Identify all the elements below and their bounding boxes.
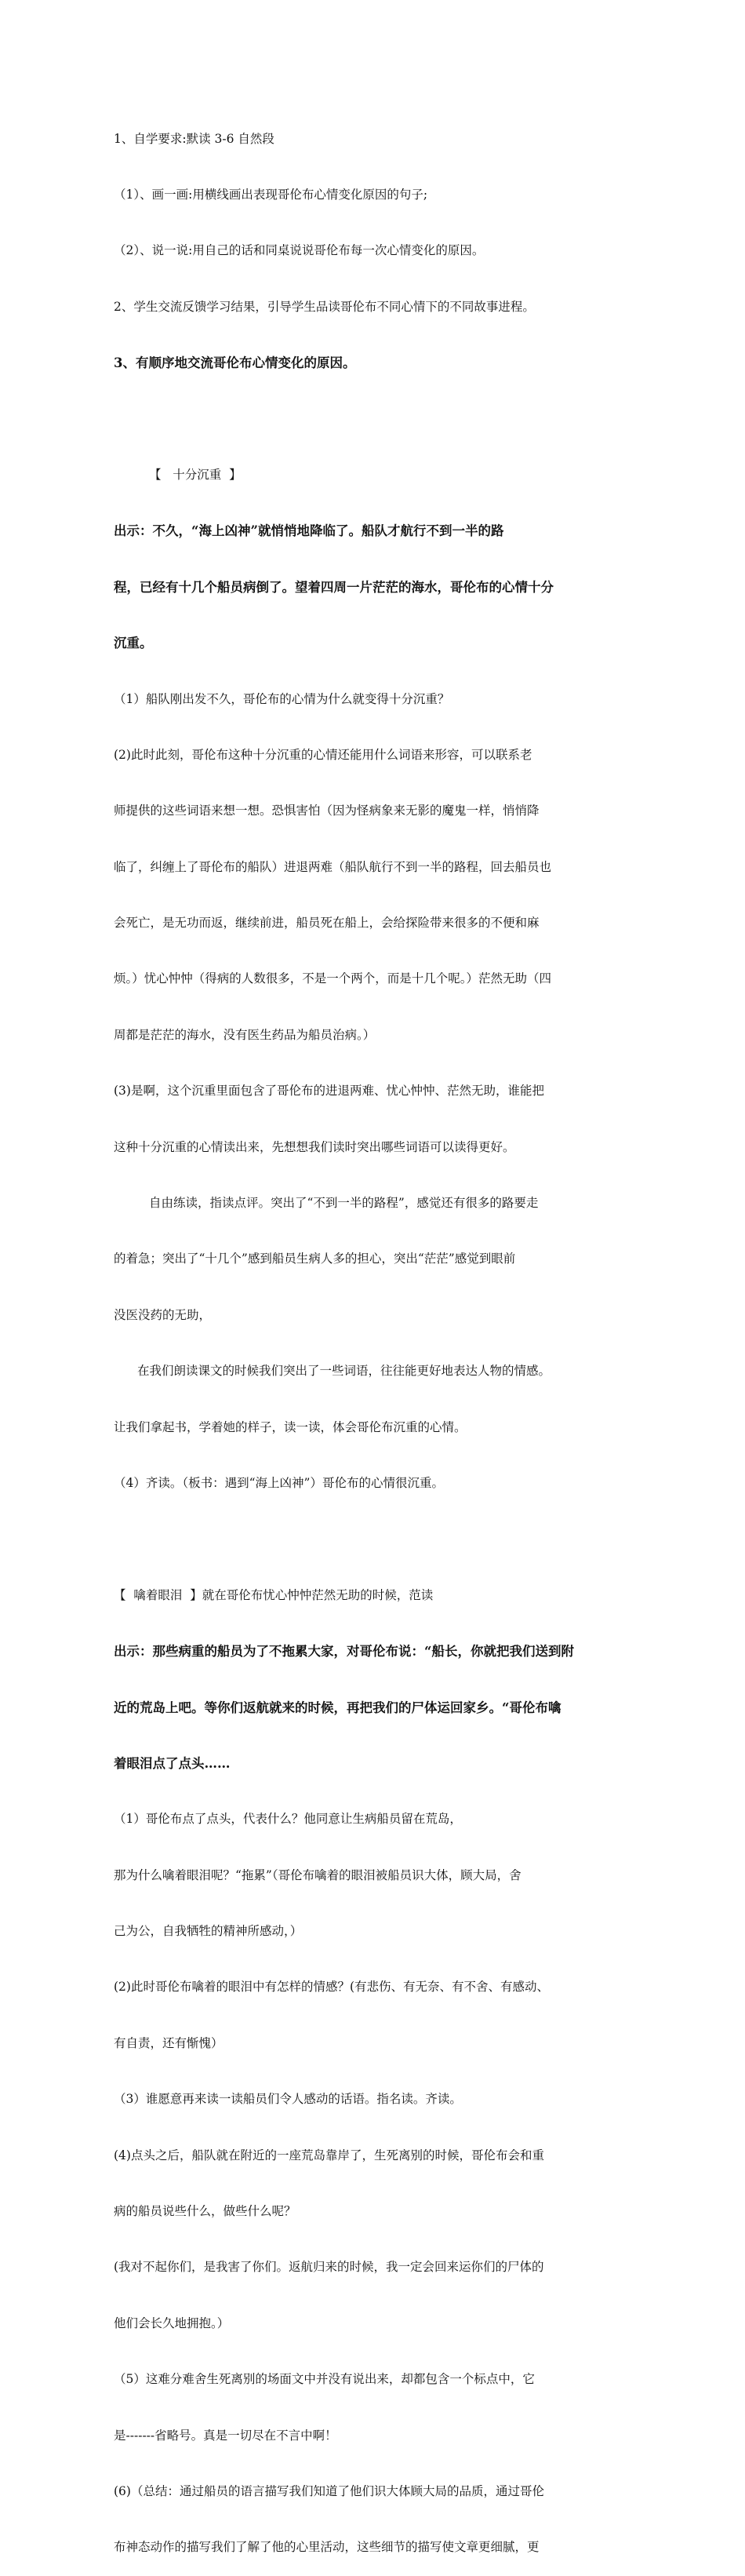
text-line: 那为什么噙着眼泪呢？“拖累”（哥伦布噙着的眼泪被船员识大体，顾大局，舍	[114, 1867, 522, 1882]
section-heading: 【 十分沉重 】	[149, 467, 242, 482]
text-line: （1）哥伦布点了点头，代表什么？他同意让生病船员留在荒岛，	[114, 1812, 462, 1827]
text-line: (4)点头之后，船队就在附近的一座荒岛靠岸了，生死离别的时候，哥伦布会和重	[114, 2148, 544, 2162]
text-line: 临了，纠缠上了哥伦布的船队）进退两难（船队航行不到一半的路程，回去船员也	[114, 859, 552, 874]
text-line: 周都是茫茫的海水，没有医生药品为船员治病。）	[114, 1027, 376, 1042]
text-line: 己为公，自我牺牲的精神所感动，）	[114, 1924, 303, 1939]
text-line: 的着急；突出了“十几个”感到船员生病人多的担心，突出“茫茫”感觉到眼前	[114, 1252, 516, 1266]
text-line: 2、学生交流反馈学习结果，引导学生品读哥伦布不同心情下的不同故事进程。	[114, 299, 535, 314]
text-line: 在我们朗读课文的时候我们突出了一些词语，往往能更好地表达人物的情感。	[137, 1364, 551, 1379]
text-line: （1）船队刚出发不久，哥伦布的心情为什么就变得十分沉重？	[114, 691, 450, 706]
text-line: 让我们拿起书，学着她的样子，读一读，体会哥伦布沉重的心情。	[114, 1419, 467, 1434]
text-line: (3)是啊，这个沉重里面包含了哥伦布的进退两难、忧心忡忡、茫然无助，谁能把	[114, 1084, 544, 1099]
blank-line	[114, 410, 643, 429]
text-line: （2）、说一说:用自己的话和同桌说说哥伦布每一次心情变化的原因。	[114, 243, 485, 258]
text-line: 1、自学要求:默读 3-6 自然段	[114, 131, 274, 146]
quoted-passage-line: 出示：不久，“海上凶神”就悄悄地降临了。船队才航行不到一半的路	[114, 523, 504, 539]
text-line: 烦。）忧心忡忡（得病的人数很多，不是一个两个，而是十几个呢。）茫然无助（四	[114, 971, 552, 986]
text-line: 自由练读，指读点评。突出了“不到一半的路程”，感觉还有很多的路要走	[149, 1196, 539, 1211]
text-line: 布神态动作的描写我们了解了他的心里活动，这些细节的描写使文章更细腻，更	[114, 2540, 540, 2555]
quoted-passage-line: 近的荒岛上吧。等你们返航就来的时候，再把我们的尸体运回家乡。“哥伦布噙	[114, 1700, 561, 1715]
text-line: 师提供的这些词语来想一想。恐惧害怕（因为怪病象来无影的魔鬼一样，悄悄降	[114, 803, 540, 818]
quoted-passage-line: 程，已经有十几个船员病倒了。望着四周一片茫茫的海水，哥伦布的心情十分	[114, 579, 554, 595]
text-line: (6)（总结：通过船员的语言描写我们知道了他们识大体顾大局的品质，通过哥伦	[114, 2484, 544, 2498]
text-line: 有自责，还有惭愧）	[114, 2035, 224, 2050]
quoted-passage-line: 沉重。	[114, 636, 153, 651]
text-line: 他们会长久地拥抱。）	[114, 2315, 230, 2330]
text-line: （5）这难分难舍生死离别的场面文中并没有说出来，却都包含一个标点中，它	[114, 2372, 535, 2387]
document-body	[114, 93, 643, 2576]
text-line: 会死亡，是无功而返，继续前进，船员死在船上，会给探险带来很多的不便和麻	[114, 916, 540, 931]
bold-heading-line: 3、有顺序地交流哥伦布心情变化的原因。	[114, 355, 356, 371]
text-line: （4）齐读。（板书：遇到“海上凶神”）哥伦布的心情很沉重。	[114, 1475, 444, 1490]
section-heading: 【 噙着眼泪 】就在哥伦布忧心忡忡茫然无助的时候，范读	[114, 1587, 434, 1602]
quoted-passage-line: 着眼泪点了点头……	[114, 1755, 231, 1771]
text-line: 这种十分沉重的心情读出来，先想想我们读时突出哪些词语可以读得更好。	[114, 1139, 515, 1154]
text-line: （1）、画一画:用横线画出表现哥伦布心情变化原因的句子;	[114, 187, 428, 202]
text-line: （3）谁愿意再来读一读船员们令人感动的话语。指名读。齐读。	[114, 2092, 462, 2107]
quoted-passage-line: 出示：那些病重的船员为了不拖累大家，对哥伦布说：“船长，你就把我们送到附	[114, 1644, 574, 1660]
text-line: (2)此时此刻，哥伦布这种十分沉重的心情还能用什么词语来形容，可以联系老	[114, 747, 532, 762]
text-line: 是-------省略号。真是一切尽在不言中啊！	[114, 2428, 337, 2443]
text-line: 病的船员说些什么，做些什么呢？	[114, 2204, 296, 2219]
text-line: (我对不起你们，是我害了你们。返航归来的时候，我一定会回来运你们的尸体的	[114, 2260, 544, 2275]
blank-line	[114, 1530, 643, 1549]
text-line: (2)此时哥伦布噙着的眼泪中有怎样的情感？(有悲伤、有无奈、有不舍、有感动、	[114, 1980, 550, 1995]
text-line: 没医没药的无助，	[114, 1307, 212, 1322]
